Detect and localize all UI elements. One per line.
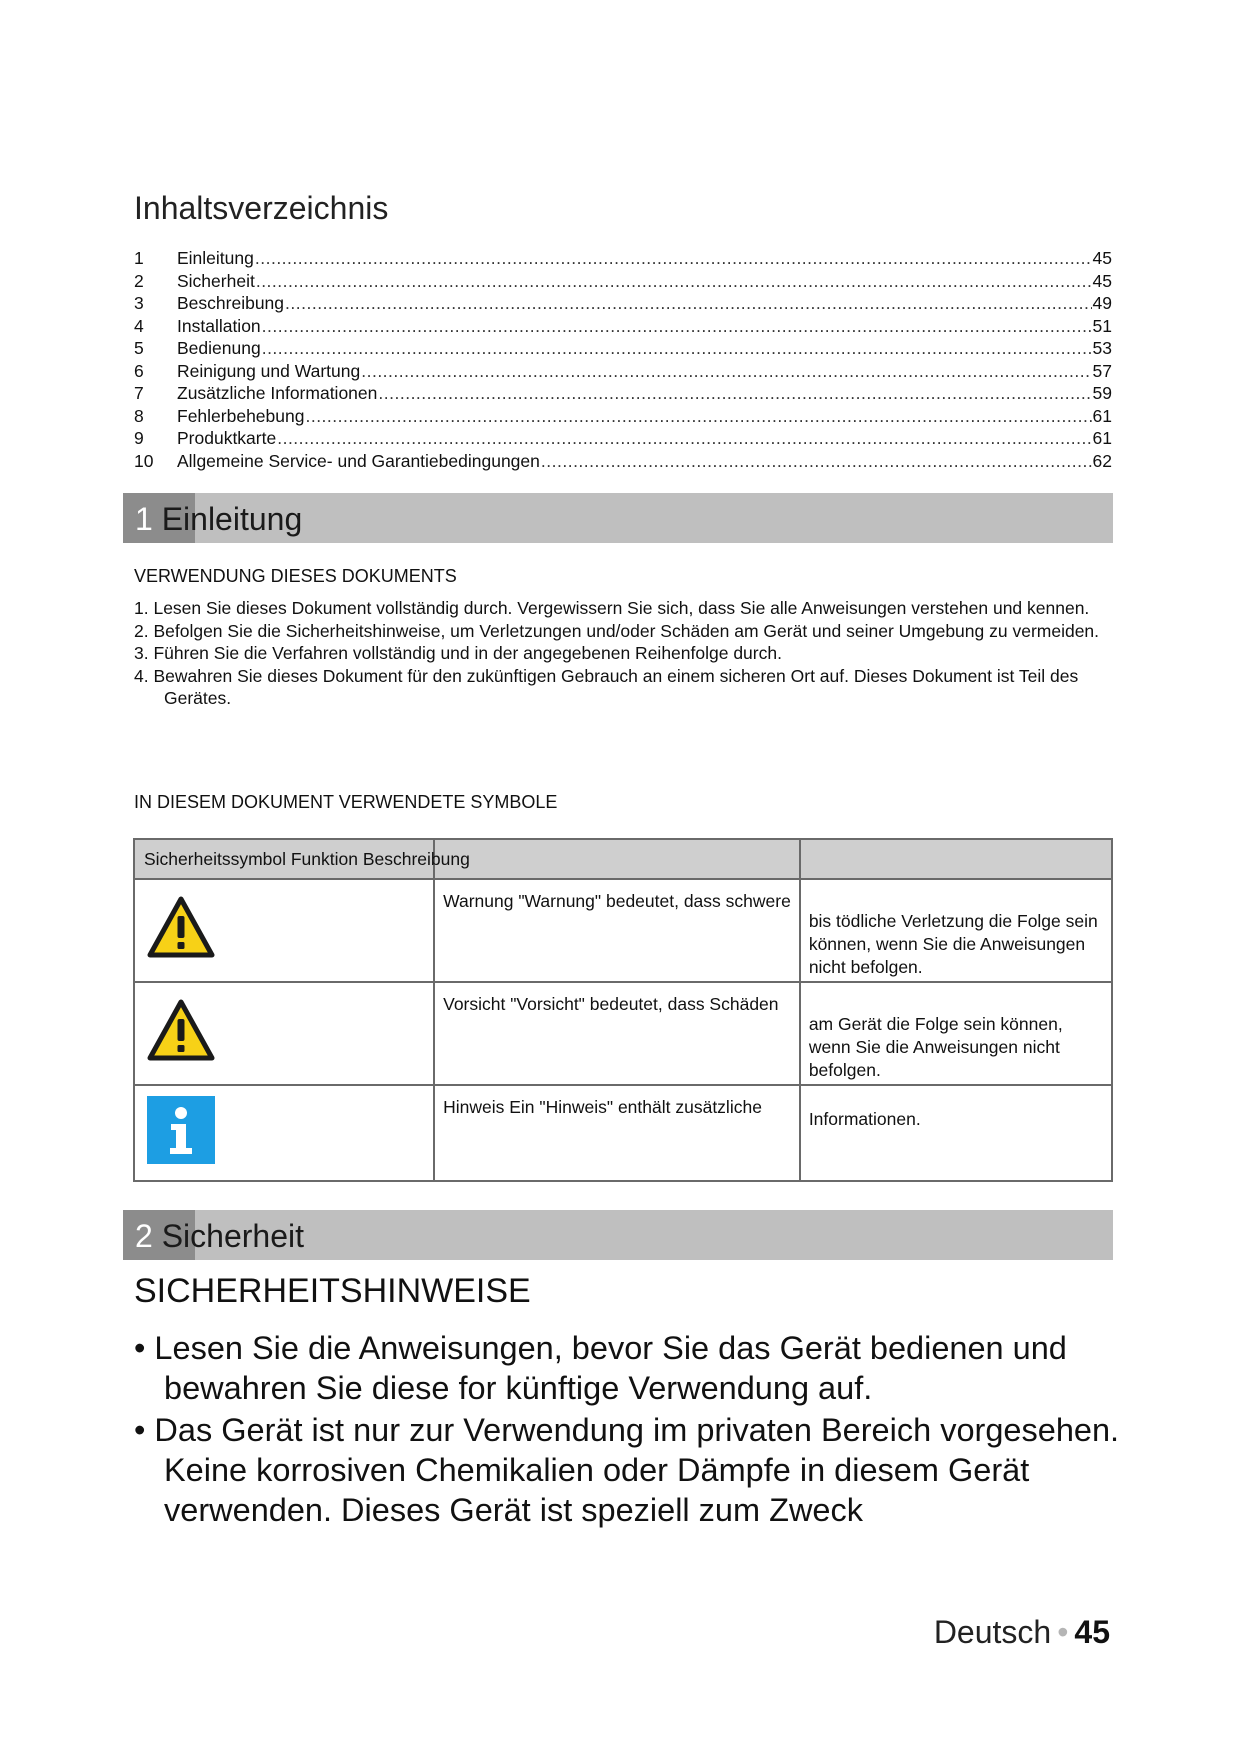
description-cell [800, 879, 1112, 982]
toc-leader-dots [305, 406, 1091, 427]
toc-leader-dots [262, 316, 1092, 337]
toc-leader-dots [277, 428, 1091, 449]
toc-entry[interactable] [134, 361, 1112, 384]
toc-entry-number: 2 [134, 270, 144, 291]
safety-heading: SICHERHEITSHINWEISE [134, 1272, 531, 1310]
table-row [134, 1085, 1112, 1181]
symbol-cell [134, 879, 434, 982]
description-text: Informationen. [808, 1109, 921, 1129]
symbol-cell [134, 982, 434, 1085]
toc-leader-dots [285, 293, 1092, 314]
toc-title: Inhaltsverzeichnis [134, 190, 389, 226]
info-icon [147, 1096, 215, 1169]
description-text: am Gerät die Folge sein können, wenn Sie die Anweisungen nicht befolgen. [808, 1014, 1063, 1080]
function-cell [434, 879, 800, 982]
usage-item: 2. Befolgen Sie die Sicherheitshinweise, um Verletzungen und/oder Schäden am Gerät und seiner Umgebung zu vermeiden. [134, 620, 1100, 641]
toc-entry-label: Allgemeine Service- und Garantiebedingungen [177, 450, 540, 471]
section-header-einleitung [123, 493, 1113, 543]
description-cell [800, 1085, 1112, 1181]
toc-entry-number: 9 [134, 428, 144, 448]
footer-language: Deutsch [933, 1614, 1052, 1650]
section-title-text: Sicherheit [161, 1218, 304, 1254]
toc-entry-label: Installation [177, 315, 261, 336]
toc-entry-number: 6 [134, 360, 144, 381]
description-cell [800, 982, 1112, 1085]
safety-bullet-list [134, 1328, 1134, 1532]
toc-entry-number: 5 [134, 338, 144, 358]
footer-page-number: 45 [1074, 1614, 1110, 1650]
toc-entry-page: 61 [1092, 405, 1112, 426]
symbols-heading: IN DIESEM DOKUMENT VERWENDETE SYMBOLE [134, 792, 558, 812]
table-header-cell [800, 839, 1112, 879]
toc-entry-number: 7 [134, 383, 144, 403]
section-header-sicherheit [123, 1210, 1113, 1260]
toc-leader-dots [256, 271, 1092, 292]
section-title [135, 501, 302, 538]
warning-triangle-icon [147, 896, 215, 963]
toc-entry-page: 53 [1092, 338, 1112, 358]
table-header-cell [134, 839, 470, 879]
toc-entry-number: 1 [134, 248, 144, 268]
toc-entry-label: Fehlerbehebung [177, 405, 305, 426]
section-number: 1 [135, 501, 153, 537]
function-cell [434, 982, 800, 1085]
toc-entry-label: Einleitung [177, 248, 254, 268]
table-header-row [134, 839, 1112, 879]
toc-entry[interactable] [134, 271, 1112, 294]
toc-entry[interactable] [134, 248, 1112, 271]
usage-heading: VERWENDUNG DIESES DOKUMENTS [134, 566, 457, 586]
description-text: bis tödliche Verletzung die Folge sein können, wenn Sie die Anweisungen nicht befolgen. [808, 911, 1098, 977]
toc-entry-number: 3 [134, 293, 144, 313]
function-text: Warnung "Warnung" bedeutet, dass schwere [443, 891, 791, 911]
table-of-contents [134, 248, 1112, 473]
function-cell [434, 1085, 800, 1181]
toc-entry[interactable] [134, 383, 1112, 406]
toc-leader-dots [361, 361, 1091, 382]
toc-entry-label: Zusätzliche Informationen [177, 383, 378, 403]
toc-leader-dots [378, 383, 1091, 404]
toc-entry[interactable] [134, 428, 1112, 451]
toc-entry-number: 8 [134, 405, 144, 426]
function-text: Vorsicht "Vorsicht" bedeutet, dass Schäden [443, 994, 779, 1014]
toc-entry[interactable] [134, 406, 1112, 429]
safety-bullet: • Lesen Sie die Anweisungen, bevor Sie das Gerät bedienen und bewahren Sie diese for künftige Verwendung auf. [134, 1328, 1134, 1408]
table-header-text: Sicherheitssymbol Funktion Beschreibung [144, 849, 470, 869]
section-title-text: Einleitung [161, 501, 303, 537]
section-title [135, 1218, 304, 1255]
toc-entry-label: Produktkarte [177, 428, 277, 448]
toc-entry-label: Bedienung [177, 338, 261, 358]
toc-entry[interactable] [134, 451, 1112, 474]
symbol-cell [134, 1085, 434, 1181]
toc-leader-dots [255, 248, 1092, 269]
safety-bullet: • Das Gerät ist nur zur Verwendung im privaten Bereich vorgesehen. Keine korrosiven Chemikalien oder Dämpfe in diesem Gerät verwenden. Dieses Gerät ist speziell zum Zweck [134, 1410, 1134, 1530]
page-footer [934, 1614, 1110, 1651]
toc-entry[interactable] [134, 338, 1112, 361]
section-number: 2 [135, 1218, 153, 1254]
footer-separator: • [1057, 1614, 1069, 1650]
toc-entry-page: 45 [1092, 270, 1112, 291]
toc-entry-page: 51 [1092, 315, 1112, 336]
toc-entry-label: Sicherheit [177, 270, 255, 291]
usage-item: 1. Lesen Sie dieses Dokument vollständig durch. Vergewissern Sie sich, dass Sie alle Anweisungen verstehen und kennen. [134, 598, 1090, 618]
usage-item: 4. Bewahren Sie dieses Dokument für den zukünftigen Gebrauch an einem sicheren Ort auf. Dieses Dokument ist Teil des Gerätes. [134, 665, 1079, 708]
toc-leader-dots [541, 451, 1092, 472]
toc-entry-page: 57 [1092, 360, 1112, 381]
toc-entry-page: 49 [1092, 293, 1112, 313]
table-header-cell [434, 839, 800, 879]
toc-entry[interactable] [134, 293, 1112, 316]
symbols-table [133, 838, 1113, 1182]
table-row [134, 982, 1112, 1085]
toc-entry-page: 62 [1092, 450, 1112, 471]
toc-entry-page: 45 [1092, 248, 1112, 268]
toc-entry-page: 61 [1092, 428, 1112, 448]
function-text: Hinweis Ein "Hinweis" enthält zusätzliche [443, 1097, 762, 1117]
toc-leader-dots [262, 338, 1092, 359]
caution-triangle-icon [147, 999, 215, 1066]
toc-entry-page: 59 [1092, 383, 1112, 403]
usage-list [134, 597, 1114, 710]
toc-entry-number: 4 [134, 315, 144, 336]
toc-entry-label: Reinigung und Wartung [177, 360, 361, 381]
toc-entry-number: 10 [134, 450, 154, 471]
toc-entry-label: Beschreibung [177, 293, 285, 313]
usage-item: 3. Führen Sie die Verfahren vollständig und in der angegebenen Reihenfolge durch. [134, 643, 782, 663]
table-row [134, 879, 1112, 982]
toc-entry[interactable] [134, 316, 1112, 339]
